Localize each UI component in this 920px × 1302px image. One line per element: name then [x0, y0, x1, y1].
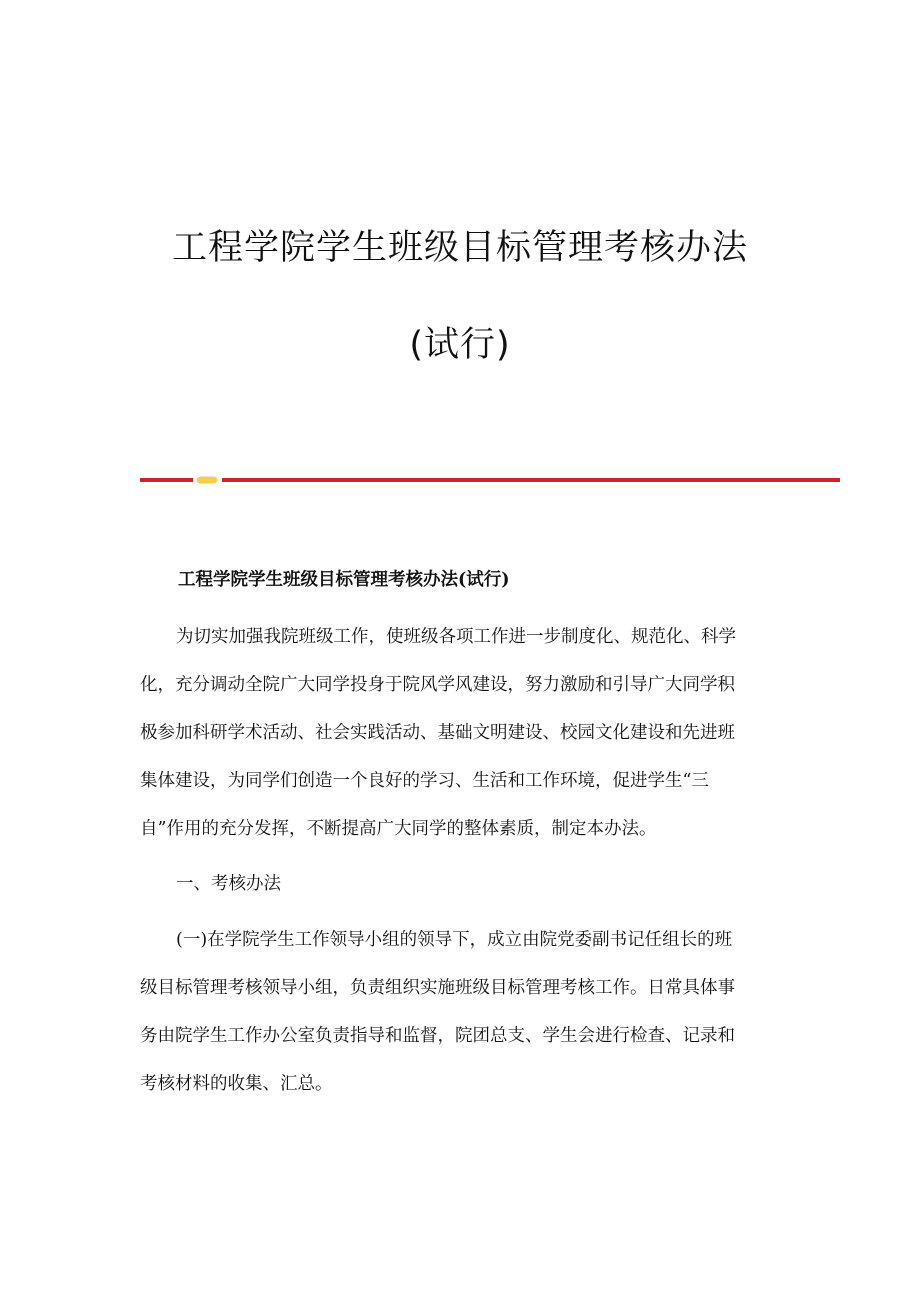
- paragraph-line: 极参加科研学术活动、社会实践活动、基础文明建设、校园文化建设和先进班: [140, 723, 735, 743]
- paragraph-line: 级目标管理考核领导小组，负责组织实施班级目标管理考核工作。日常具体事: [140, 978, 735, 998]
- divider-left: [140, 478, 193, 482]
- paragraph-line: 集体建设，为同学们创造一个良好的学习、生活和工作环境，促进学生“三: [140, 771, 709, 791]
- paragraph-line: 考核材料的收集、汇总。: [140, 1074, 333, 1094]
- paragraph-line: 自”作用的充分发挥，不断提高广大同学的整体素质，制定本办法。: [140, 819, 657, 839]
- paragraph-line: (一)在学院学生工作领导小组的领导下，成立由院党委副书记任组长的班: [176, 930, 733, 950]
- divider-right: [222, 478, 840, 482]
- paragraph-line: 化，充分调动全院广大同学投身于院风学风建设，努力激励和引导广大同学积: [140, 675, 735, 695]
- section-title: 一、考核办法: [176, 874, 281, 894]
- paragraph-line: 务由院学生工作办公室负责指导和监督，院团总支、学生会进行检查、记录和: [140, 1026, 735, 1046]
- paragraph-line: 为切实加强我院班级工作，使班级各项工作进一步制度化、规范化、科学: [176, 627, 736, 647]
- divider-ornament-icon: [197, 477, 217, 483]
- section-heading: 工程学院学生班级目标管理考核办法(试行): [178, 570, 510, 590]
- document-title: 工程学院学生班级目标管理考核办法: [171, 228, 748, 268]
- document-subtitle: (试行): [409, 325, 511, 365]
